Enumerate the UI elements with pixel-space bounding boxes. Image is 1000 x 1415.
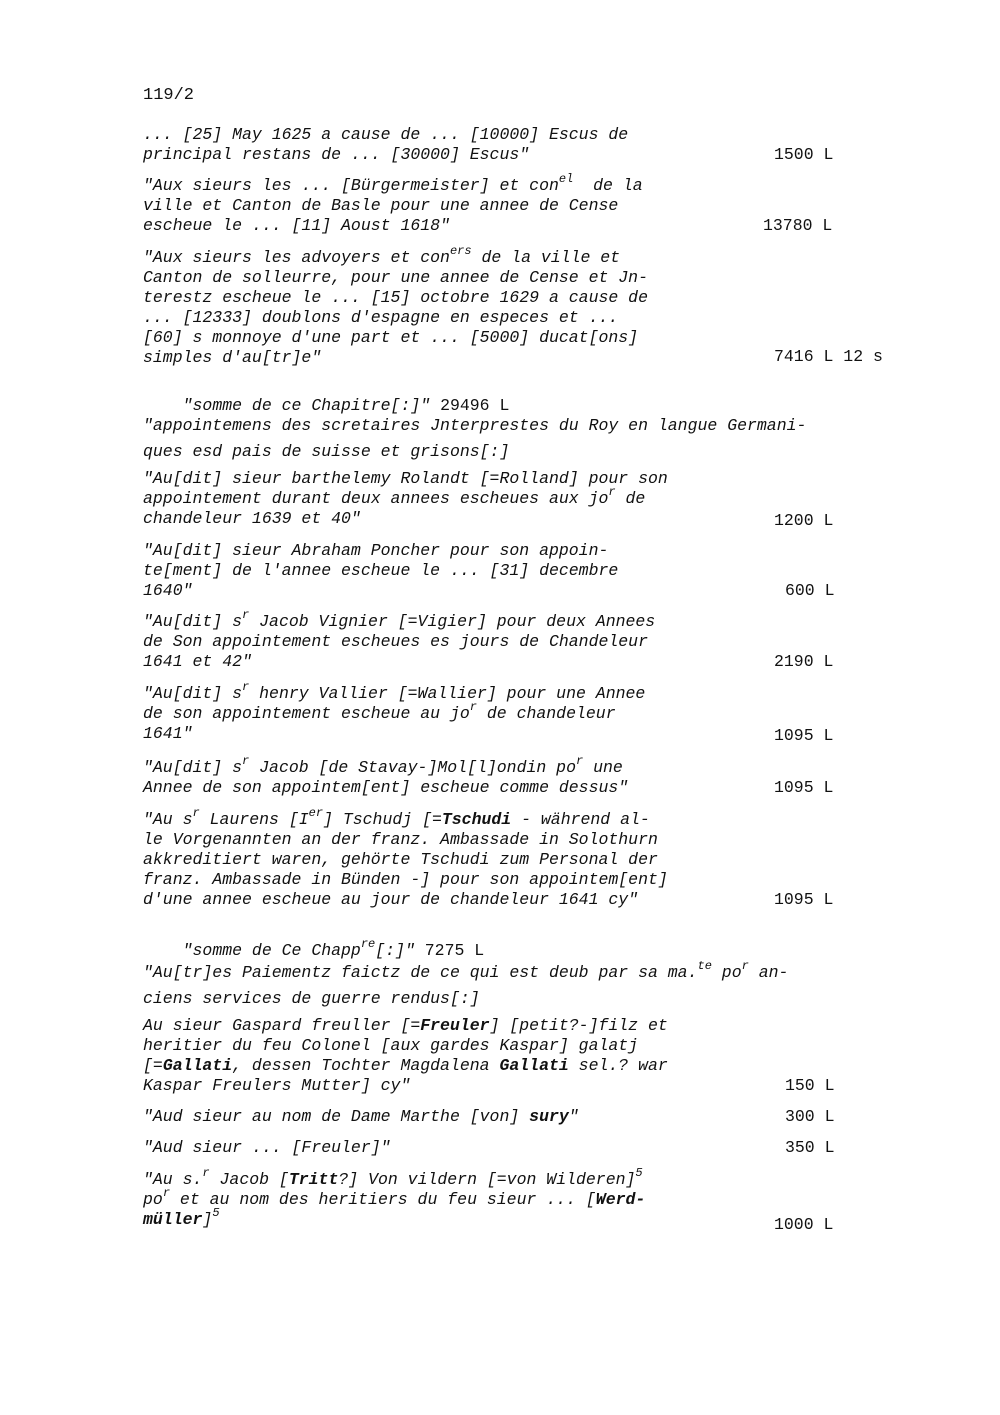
- entry-line: escheue le ... [11] Aoust 1618": [143, 216, 450, 235]
- entry-line: heritier du feu Colonel [aux gardes Kaspar] galatj: [143, 1036, 639, 1055]
- entry-amount: 150 L: [785, 1076, 835, 1095]
- entry-amount: 1095 L: [774, 778, 834, 797]
- entry-line: "Au[dit] $s^r$ Jacob [de Stavay-]Mol[l]ondin $po^r$ une: [143, 753, 623, 777]
- entry-line: chandeleur 1639 et 40": [143, 509, 361, 528]
- entry-line: "Aux sieurs les ... [Bürgermeister] et con$^{el}$ de la: [143, 171, 643, 195]
- entry-amount: 300 L: [785, 1107, 835, 1126]
- entry-line: [60] s monnoye d'une part et ... [5000] ducat[ons]: [143, 328, 639, 347]
- entry-line: Annee de son appointem[ent] escheue comme dessus": [143, 778, 629, 797]
- entry-line: "Au[dit] sieur Abraham Poncher pour son appoin-: [143, 541, 609, 560]
- entry-line: simples d'au[tr]e": [143, 348, 322, 367]
- entry-amount: 2190 L: [774, 652, 834, 671]
- entry-amount: 1000 L: [774, 1215, 834, 1234]
- entry-line: Canton de solleurre, pour une annee de Cense et Jn-: [143, 268, 648, 287]
- entry-line: akkreditiert waren, gehörte Tschudi zum Personal der: [143, 850, 658, 869]
- entry-amount: 1200 L: [774, 511, 834, 530]
- entry-line: [=Gallati, dessen Tochter Magdalena Gallati sel.? war: [143, 1056, 668, 1075]
- chapter-sum: "somme de Ce Chapp$^{re}$[:]" 7275 L: [182, 936, 485, 960]
- entry-line: $po^r$ et au nom des heritiers du feu sieur ... [Werd-: [143, 1185, 646, 1209]
- entry-amount: 1095 L: [774, 726, 834, 745]
- entry-line: "Aud sieur ... [Freuler]": [143, 1138, 391, 1157]
- section-heading: "appointemens des scretaires Jnterprestes du Roy en langue Germani- ques esd pais de suisse et grisons[:]: [143, 416, 807, 461]
- entry-amount: 600 L: [785, 581, 835, 600]
- entry-line: "Aud sieur au nom de Dame Marthe [von] sury": [143, 1107, 579, 1126]
- entry-line: de Son appointement escheues es jours de Chandeleur: [143, 632, 648, 651]
- section-heading: "Au[tr]es Paiementz faictz de ce qui est deub par sa ma.$^{te}$ $po^r$ an- ciens services de guerre rendus[:]: [143, 958, 789, 1008]
- entry-line: Kaspar Freulers Mutter] cy": [143, 1076, 411, 1095]
- entry-line: appointement durant deux annees escheues aux $jo^r$ de: [143, 484, 646, 508]
- entry-line: ... [25] May 1625 a cause de ... [10000] Escus de: [143, 125, 629, 144]
- entry-line: terestz escheue le ... [15] octobre 1629 a cause de: [143, 288, 648, 307]
- entry-line: "Aux sieurs les advoyers et con$^{ers}$ de la ville et: [143, 243, 621, 267]
- entry-line: ville et Canton de Basle pour une annee de Cense: [143, 196, 619, 215]
- entry-line: "Au[dit] sieur barthelemy Rolandt [=Rolland] pour son: [143, 469, 668, 488]
- entry-line: "Au s.$^r$ Jacob [Tritt?] Von vildern [=von Wilderen]$^5$: [143, 1165, 643, 1189]
- entry-line: principal restans de ... [30000] Escus": [143, 145, 530, 164]
- entry-amount: 13780 L: [763, 216, 833, 235]
- entry-line: Au sieur Gaspard freuller [=Freuler] [petit?-]filz et: [143, 1016, 668, 1035]
- entry-line: te[ment] de l'annee escheue le ... [31] decembre: [143, 561, 619, 580]
- entry-line: le Vorgenannten an der franz. Ambassade in Solothurn: [143, 830, 658, 849]
- entry-line: 1640": [143, 581, 193, 600]
- entry-amount: 1095 L: [774, 890, 834, 909]
- entry-line: franz. Ambassade in Bünden -] pour son appointem[ent]: [143, 870, 668, 889]
- entry-line: "Au[dit] $s^r$ Jacob Vignier [=Vigier] pour deux Annees: [143, 607, 656, 631]
- page-number: 119/2: [143, 86, 195, 105]
- entry-line: "Au[dit] $s^r$ henry Vallier [=Wallier] pour une Annee: [143, 679, 646, 703]
- entry-amount: 7416 L 12 s: [774, 347, 883, 366]
- entry-amount: 350 L: [785, 1138, 835, 1157]
- entry-line: müller]$^5$: [143, 1205, 220, 1229]
- chapter-sum: "somme de ce Chapitre[:]" 29496 L: [182, 396, 510, 415]
- entry-line: "Au $s^r$ Laurens [Ier] Tschudj [=Tschudi - während al-: [143, 805, 650, 829]
- entry-line: 1641": [143, 724, 193, 743]
- entry-line: d'une annee escheue au jour de chandeleur 1641 cy": [143, 890, 639, 909]
- entry-line: ... [12333] doublons d'espagne en especes et ...: [143, 308, 619, 327]
- entry-amount: 1500 L: [774, 145, 834, 164]
- entry-line: de son appointement escheue au $jo^r$ de chandeleur: [143, 699, 616, 723]
- entry-line: 1641 et 42": [143, 652, 252, 671]
